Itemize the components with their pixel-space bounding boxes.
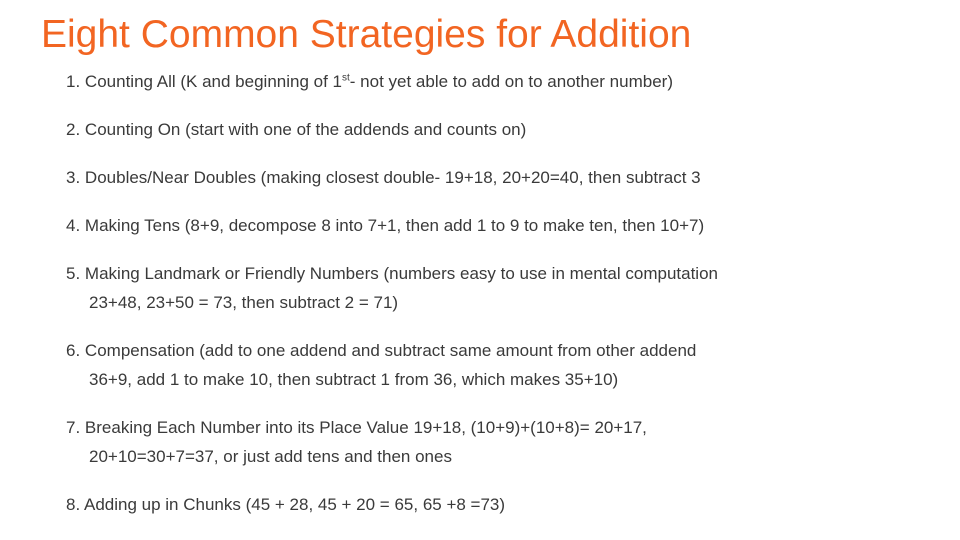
item-line	[66, 259, 946, 288]
item-continuation: 36+9, add 1 to make 10, then subtract 1 from 36, which makes 35+10)	[89, 370, 619, 389]
list-item-1	[66, 67, 946, 96]
list-item-7	[66, 413, 946, 471]
list-item-8	[66, 490, 946, 519]
item-number: 1.	[66, 72, 81, 91]
item-text: Doubles/Near Doubles (making closest double- 19+18, 20+20=40, then subtract 3	[84, 168, 701, 187]
list-item-5	[66, 259, 946, 317]
item-text: Counting On (start with one of the addends and counts on)	[84, 120, 527, 139]
item-text: Making Landmark or Friendly Numbers (numbers easy to use in mental computation	[84, 264, 718, 283]
item-line	[66, 67, 946, 96]
item-line	[66, 163, 946, 192]
item-text: Adding up in Chunks (45 + 28, 45 + 20 = 65, 65 +8 =73)	[83, 495, 506, 514]
item-number: 7.	[66, 418, 81, 437]
item-line	[66, 413, 946, 442]
slide-title: Eight Common Strategies for Addition	[41, 13, 692, 56]
list-item-4	[66, 211, 946, 240]
item-number: 8.	[66, 495, 81, 514]
item-text: Making Tens (8+9, decompose 8 into 7+1, then add 1 to 9 to make ten, then 10+7)	[84, 216, 705, 235]
item-text-continued: - not yet able to add on to another number)	[349, 72, 673, 91]
item-number: 5.	[66, 264, 81, 283]
item-superscript: st	[342, 72, 350, 84]
item-text: Compensation (add to one addend and subtract same amount from other addend	[84, 341, 697, 360]
item-line	[66, 490, 946, 519]
list-item-3	[66, 163, 946, 192]
item-text: Counting All (K and beginning of 1	[84, 72, 342, 91]
item-continuation: 23+48, 23+50 = 73, then subtract 2 = 71)	[89, 293, 399, 312]
item-line	[66, 336, 946, 365]
item-continuation: 20+10=30+7=37, or just add tens and then ones	[89, 447, 452, 466]
item-number: 3.	[66, 168, 81, 187]
item-number: 4.	[66, 216, 81, 235]
item-line	[66, 115, 946, 144]
list-item-2	[66, 115, 946, 144]
strategy-list	[66, 67, 946, 519]
item-number: 6.	[66, 341, 81, 360]
list-item-6	[66, 336, 946, 394]
item-line	[66, 211, 946, 240]
item-number: 2.	[66, 120, 81, 139]
item-text: Breaking Each Number into its Place Value 19+18, (10+9)+(10+8)= 20+17,	[84, 418, 647, 437]
